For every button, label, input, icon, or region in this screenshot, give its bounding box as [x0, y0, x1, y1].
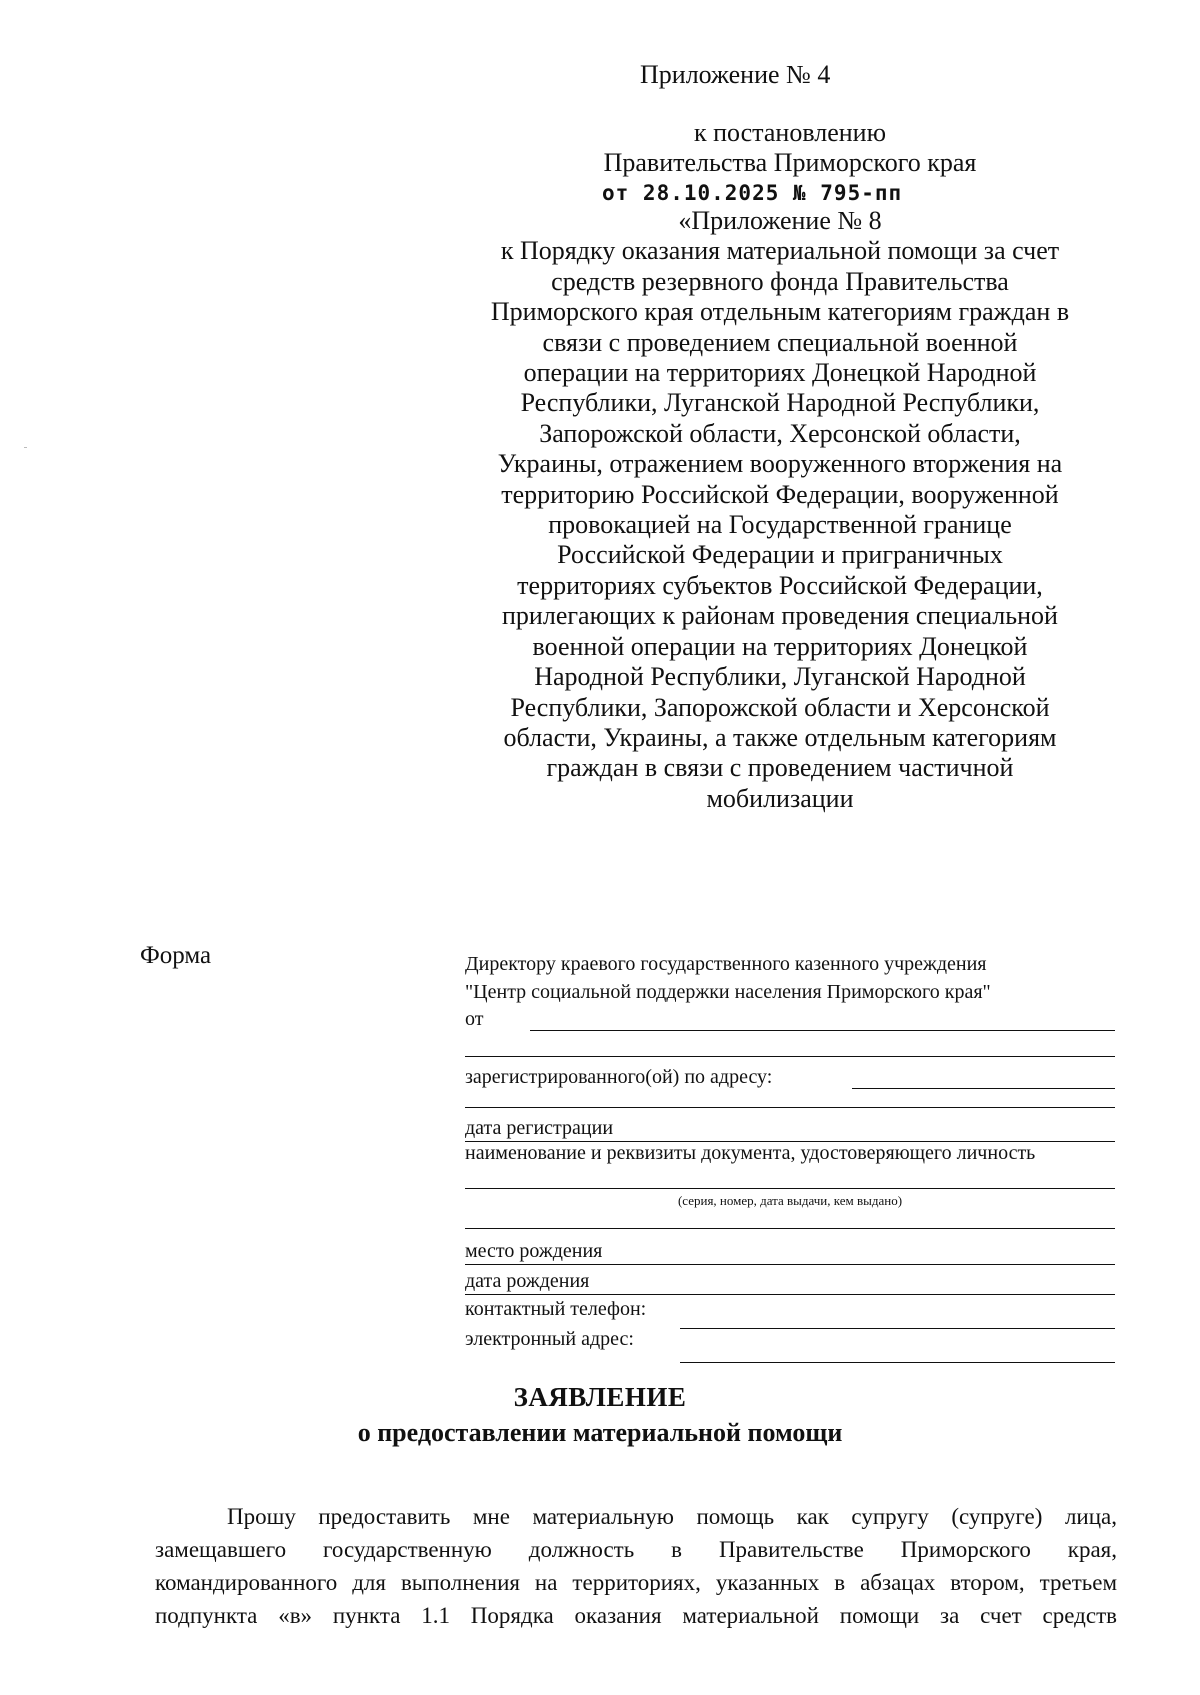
order-line: Запорожской области, Херсонской области,: [539, 418, 1021, 448]
statement-line: замещавшего государственную должность в Правительстве Приморского края,: [155, 1537, 1117, 1562]
order-line: территорию Российской Федерации, вооруженной: [501, 479, 1059, 509]
birthdate-label: дата рождения: [465, 1270, 590, 1292]
order-line: Приморского края отдельным категориям граждан в: [490, 297, 1070, 327]
statement-line: командированного для выполнения на территориях, указанных в абзацах втором, третьем: [155, 1570, 1117, 1595]
order-line: связи с проведением специальной военной: [542, 327, 1018, 357]
statement-subtitle: о предоставлении материальной помощи: [357, 1418, 843, 1447]
registration-date-label: дата регистрации: [465, 1117, 614, 1139]
registered-address-label: зарегистрированного(ой) по адресу:: [465, 1066, 773, 1088]
order-line: территориях субъектов Российской Федерации,: [517, 570, 1043, 600]
order-line: Украины, отражением вооруженного вторжения на: [497, 449, 1063, 479]
order-line: Народной Республики, Луганской Народной: [534, 662, 1026, 692]
decree-reference: [500, 118, 1080, 208]
order-line: мобилизации: [706, 783, 854, 813]
phone-label: контактный телефон:: [465, 1298, 647, 1320]
id-document-continuation-line[interactable]: [465, 1228, 1115, 1229]
form-label: Форма: [140, 942, 212, 969]
id-document-line[interactable]: [465, 1188, 1115, 1189]
birthplace-field[interactable]: [465, 1237, 1115, 1267]
addressee-line-1: Директору краевого государственного казенного учреждения: [465, 953, 987, 975]
statement-line: Прошу предоставить мне материальную помощь как супругу (супруге) лица,: [227, 1504, 1117, 1529]
order-annex-caption: [470, 206, 1090, 814]
decree-line-2: Правительства Приморского края: [603, 148, 977, 177]
order-line: Республики, Запорожской области и Херсонской: [510, 692, 1050, 722]
birthplace-line[interactable]: [465, 1264, 1115, 1265]
order-line: операции на территориях Донецкой Народной: [523, 358, 1037, 388]
address-continuation-line[interactable]: [465, 1107, 1115, 1108]
from-label: от: [465, 1008, 484, 1030]
statement-body: [155, 1500, 1117, 1632]
decree-line-1: к постановлению: [693, 118, 887, 147]
id-document-field: [465, 1139, 1115, 1169]
registered-address-field[interactable]: [465, 1063, 1115, 1093]
order-line: средств резервного фонда Правительства: [551, 266, 1009, 296]
id-document-hint: (серия, номер, дата выдачи, кем выдано): [677, 1193, 903, 1208]
order-line: Российской Федерации и приграничных: [557, 540, 1003, 570]
phone-field[interactable]: [465, 1295, 1115, 1325]
statement-title: ЗАЯВЛЕНИЕ: [513, 1382, 687, 1412]
email-label: электронный адрес:: [465, 1328, 634, 1350]
order-line: провокацией на Государственной границе: [548, 510, 1012, 540]
order-line: Республики, Луганской Народной Республики,: [520, 388, 1040, 418]
statement-line: подпункта «в» пункта 1.1 Порядка оказания материальной помощи за счет средств: [155, 1603, 1117, 1628]
email-field[interactable]: [465, 1325, 1115, 1355]
scan-speck: [24, 447, 27, 448]
order-line: области, Украины, а также отдельным категориям: [503, 722, 1057, 752]
order-line: военной операции на территориях Донецкой: [532, 631, 1028, 661]
from-field[interactable]: [465, 1005, 1115, 1035]
addressee-line-2: "Центр социальной поддержки населения Приморского края": [465, 981, 991, 1003]
from-continuation-line[interactable]: [465, 1056, 1115, 1057]
annex-number: Приложение № 4: [640, 60, 831, 89]
birthplace-label: место рождения: [465, 1240, 603, 1262]
order-line: «Приложение № 8: [678, 206, 882, 235]
from-blank[interactable]: [530, 1030, 1115, 1031]
id-document-label: наименование и реквизиты документа, удостоверяющего личность: [465, 1142, 1036, 1164]
order-line: прилегающих к районам проведения специальной: [502, 601, 1058, 631]
decree-date-number-stamp: от 28.10.2025 № 795-пп: [602, 181, 903, 205]
email-blank[interactable]: [680, 1362, 1115, 1363]
order-line: к Порядку оказания материальной помощи за счет: [500, 236, 1060, 266]
registered-address-blank[interactable]: [852, 1088, 1115, 1089]
birthdate-field[interactable]: [465, 1267, 1115, 1297]
order-line: граждан в связи с проведением частичной: [546, 753, 1014, 783]
